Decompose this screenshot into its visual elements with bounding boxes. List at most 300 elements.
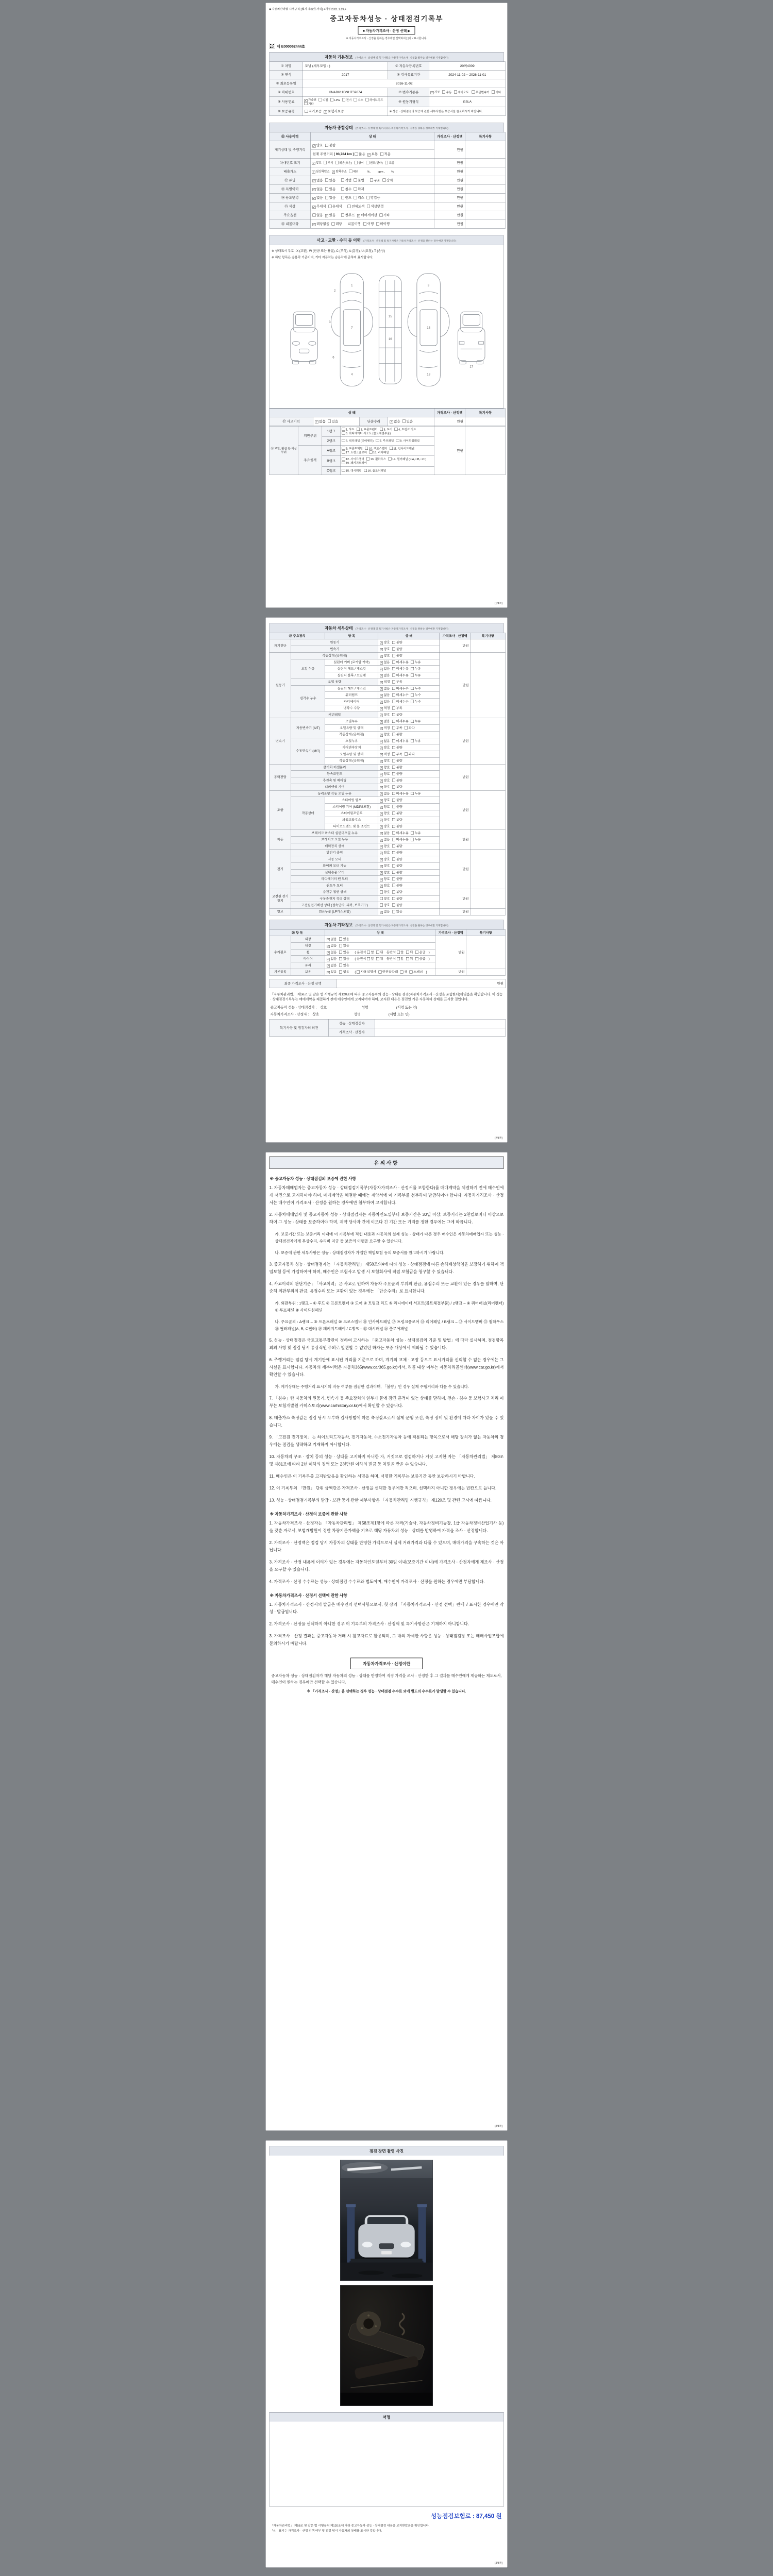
checkbox-checked-icon: ✓ xyxy=(380,825,383,829)
checkbox-icon xyxy=(354,179,357,182)
detail-state-table xyxy=(270,633,506,915)
cell: 동력전달 xyxy=(270,764,291,790)
checkbox-icon xyxy=(397,951,400,954)
cell: ✓ 없음 있음 ( 운전석 앞 뒤 동반석 앞 뒤 응급 ) xyxy=(325,949,435,956)
section-title: 자동차 기타정보 xyxy=(325,923,353,927)
checkbox-option: 미세누유 xyxy=(392,739,409,743)
cell: 차대번호 표기 xyxy=(270,159,311,167)
cell xyxy=(378,895,440,902)
cell xyxy=(378,692,440,699)
checkbox-icon xyxy=(392,648,395,651)
checkbox-option: ✓ 없음 xyxy=(380,686,390,691)
cell xyxy=(378,666,440,672)
checkbox-icon xyxy=(325,188,328,191)
checkbox-icon xyxy=(415,957,418,960)
section-photos-header xyxy=(270,2146,504,2156)
cell: 외장 xyxy=(291,936,325,943)
checkbox-option: ✓ 없음 xyxy=(380,660,390,665)
checkbox-option: 전기 xyxy=(342,98,351,101)
section-accident-history-header xyxy=(270,235,504,245)
cell xyxy=(378,751,440,758)
notice-item: 6. 주행거리는 점검 당시 계기판에 표시된 거리를 기준으로 하며, 계기의 교체 · 고장 등으로 표시거리를 신뢰할 수 없는 경우에는 그 사실을 표시합니다. 자동차의 세부이력은 자동차365(www.car365.go.kr)에서, 리콜 대상 여부는 자동차리콜센터(www.car.go.kr)에서 확인할 수 있습니다. xyxy=(269,1358,504,1377)
cell: ⑨ 원동기형식 xyxy=(388,97,429,107)
notice-item: 10. 자동차의 구조 · 장치 등의 성능 · 상태를 고지하지 아니한 자, 거짓으로 점검하거나 거짓 고지한 자는 「자동차관리법」 제80조 및 제81조에 따라 2년 이하의 징역 또는 2천만원 이하의 벌금 등 처벌을 받을 수 있습니다. xyxy=(269,1454,504,1467)
notice-item: 8. 배출가스 측정값은 점검 당시 무부하 검사방법에 따른 측정값으로서 실제 운행 조건, 측정 장비 및 환경에 따라 차이가 있을 수 있습니다. xyxy=(269,1415,504,1428)
checkbox-checked-icon: ✓ xyxy=(380,819,383,822)
checkbox-icon xyxy=(392,785,395,788)
cell xyxy=(465,167,506,176)
cell: 냉각수 누수 xyxy=(291,685,325,711)
checkbox-checked-icon: ✓ xyxy=(327,958,330,961)
checkbox-icon xyxy=(392,726,395,730)
section-title: 자동차 기본정보 xyxy=(325,55,353,60)
checkbox-icon xyxy=(380,890,383,893)
cell: 원동기 xyxy=(291,639,378,646)
checkbox-option: 불량 xyxy=(392,877,402,881)
section-overall-state-header xyxy=(270,123,504,132)
cell xyxy=(378,908,440,915)
checkbox-checked-icon: ✓ xyxy=(380,720,383,724)
checkbox-option: 해당 xyxy=(332,222,342,226)
cell: 내장 xyxy=(291,942,325,949)
checkbox-icon xyxy=(342,98,345,101)
cell: 수리필요 xyxy=(270,936,291,969)
checkbox-option: 불량 xyxy=(392,884,402,888)
cell xyxy=(311,141,434,150)
checkbox-option: 뒤 xyxy=(376,950,383,954)
cell: ✓ 일산화탄소 ✓ 탄화수소 매연 % , ppm , % xyxy=(311,167,434,176)
vin: KNAB611DNHT59074 xyxy=(303,88,388,97)
cell: ② 자동차등록번호 xyxy=(388,62,429,71)
checkbox-checked-icon: ✓ xyxy=(380,871,383,875)
checkbox-icon xyxy=(392,739,395,742)
cell xyxy=(313,417,360,426)
checkbox-option: 적음 xyxy=(380,152,391,156)
cell: 만원 xyxy=(440,718,470,764)
insurance-fee-value: 87,450 원 xyxy=(476,2513,502,2519)
checkbox-icon xyxy=(392,904,395,907)
checkbox-option: 자가보증 xyxy=(305,109,322,113)
checkbox-option: 1. 후드 xyxy=(342,428,355,431)
checkbox-checked-icon: ✓ xyxy=(327,964,330,968)
cell: 기본품목 xyxy=(270,969,291,975)
checkbox-icon xyxy=(363,222,366,225)
checkbox-checked-icon: ✓ xyxy=(380,799,383,803)
cell: 변속기 xyxy=(270,718,291,764)
checkbox-option: 불량 xyxy=(392,844,402,848)
checkbox-option: 불량 xyxy=(392,654,402,658)
cell: 2랭크 xyxy=(322,436,341,445)
cell: 만원 xyxy=(434,159,465,167)
cell xyxy=(311,211,434,219)
checkbox-option: 있음 xyxy=(339,950,349,954)
checkbox-option: 있음 xyxy=(339,937,349,941)
cell xyxy=(378,659,440,666)
svg-text:13: 13 xyxy=(427,326,431,330)
engine-type: G3LA xyxy=(429,97,506,107)
cell xyxy=(378,856,440,863)
checkbox-option: 누유 xyxy=(411,831,421,835)
checkbox-option: 19. 패키지트레이 xyxy=(342,461,367,465)
checkbox-icon xyxy=(342,439,345,442)
checkbox-option: 미세누유 xyxy=(392,660,409,664)
document-title: 중고자동차성능 · 상태점검기록부 xyxy=(329,15,444,23)
checkbox-icon xyxy=(392,687,395,690)
checkbox-icon xyxy=(313,213,316,216)
checkbox-option: 구조 xyxy=(370,178,380,182)
checkbox-icon xyxy=(392,746,395,749)
checkbox-checked-icon: ✓ xyxy=(380,845,383,849)
checkbox-icon xyxy=(342,457,345,460)
checkbox-option: 디젤 xyxy=(318,98,328,101)
checkbox-icon xyxy=(406,951,409,954)
model-year: 2017 xyxy=(303,71,388,79)
cell: 연료누출 (LP가스포함) xyxy=(291,908,378,915)
checkbox-checked-icon: ✓ xyxy=(380,759,383,763)
checkbox-icon xyxy=(365,447,368,450)
checkbox-option: 앞 xyxy=(397,950,404,954)
checkbox-icon xyxy=(402,420,406,423)
checkbox-icon xyxy=(392,766,395,769)
cell: 파워고압호스 xyxy=(325,817,378,823)
cell: 만원 xyxy=(434,211,465,219)
cell: 타이로드엔드 및 볼 조인트 xyxy=(325,823,378,830)
accident-state-table xyxy=(270,409,506,426)
checkbox-option: 도말 xyxy=(385,161,394,164)
cell: 실린더 블록 / 오일팬 xyxy=(325,672,378,679)
cell xyxy=(378,711,440,718)
cell xyxy=(378,784,440,790)
checkbox-option: 기타 xyxy=(492,90,501,94)
panel-exchange-table xyxy=(270,426,506,475)
svg-text:3: 3 xyxy=(329,320,331,325)
checkbox-option: ✓ 없음 xyxy=(390,419,400,424)
cell xyxy=(311,176,434,185)
cell: 실린더 헤드 / 개스킷 xyxy=(325,666,378,672)
cell: 디퍼렌셜 기어 xyxy=(291,784,378,790)
checkbox-icon xyxy=(389,457,392,460)
cell xyxy=(378,652,440,659)
cell xyxy=(378,744,440,751)
checkbox-checked-icon: ✓ xyxy=(380,641,383,645)
inspection-validity: 2024-11-02 ~ 2026-11-01 xyxy=(429,71,506,79)
checkbox-option: 미이행 xyxy=(376,222,390,226)
checkbox-option: 있음 xyxy=(328,419,338,423)
svg-text:17: 17 xyxy=(469,365,474,369)
cell: 1랭크 xyxy=(322,426,341,436)
cell: 충전구 절연 상태 xyxy=(291,889,378,895)
document-page-4 xyxy=(265,2140,508,2568)
cell xyxy=(375,1019,506,1028)
checkbox-icon xyxy=(392,811,395,815)
checkbox-option: 렌트 xyxy=(341,196,351,200)
cell: 윈도우 모터 xyxy=(291,883,378,889)
checkbox-option: 불량 xyxy=(392,818,402,822)
checkbox-checked-icon: ✓ xyxy=(380,786,383,789)
checkbox-option: 불량 xyxy=(392,640,402,645)
declaration-text: 「자동차관리법」 제58조 및 같은 법 시행규칙 제120조에 따라 중고자동차의 성능 · 상태를 점검(자동차가격조사 · 산정을 포함한다)하였음을 확인합니다. 이 성능 · 상태점검기록부는 매매계약을 체결하기 전에 매수인에게 고지되어야 하며, 고지된 내용은 점검일 기준 자동차의 상태를 표시한 것입니다. xyxy=(270,992,503,1002)
car-damage-diagram xyxy=(270,245,504,409)
cell xyxy=(378,810,440,817)
checkbox-option: 훼손(오손) xyxy=(335,161,352,164)
checkbox-icon xyxy=(392,897,395,900)
checkbox-checked-icon: ✓ xyxy=(313,179,315,183)
checkbox-icon xyxy=(442,90,445,93)
checkbox-icon xyxy=(378,970,381,973)
checkbox-option: ✓ 적정 xyxy=(380,726,390,731)
checkbox-option: ✓ 없음 xyxy=(313,178,323,183)
checkbox-option: 불량 xyxy=(392,733,402,737)
cell: ③ 연식 xyxy=(270,71,303,79)
notice-item: 12. 이 기록부의 「만원」 단위 금액란은 가격조사 · 산정을 선택한 경우에만 적으며, 선택하지 아니한 경우에는 빈칸으로 둡니다. xyxy=(269,1486,497,1491)
cell: 항 목 xyxy=(325,633,378,639)
cell: 만원 xyxy=(440,764,470,790)
checkbox-option: 화재 xyxy=(354,187,364,191)
checkbox-icon xyxy=(376,439,379,442)
checkbox-checked-icon: ✓ xyxy=(380,687,383,691)
checkbox-option: ✓ 일산화탄소 xyxy=(312,170,330,174)
checkbox-checked-icon: ✓ xyxy=(380,779,383,783)
checkbox-option: ✓ 없음 xyxy=(327,950,337,955)
checkbox-checked-icon: ✓ xyxy=(380,792,383,796)
cell xyxy=(341,466,434,475)
notice-item: 1. 자동차가격조사 · 산정서의 발급은 매수인의 선택사항으로서, 첫 장의 「자동차가격조사 · 산정 선택」란에 √ 표시한 경우에만 작성 · 발급됩니다. xyxy=(269,1602,504,1615)
svg-text:2: 2 xyxy=(333,289,336,293)
checkbox-option: 미세누유 xyxy=(392,719,409,723)
checkbox-option: ✓ 양호 xyxy=(380,818,390,822)
checkbox-option: 3. 도어 xyxy=(380,428,392,431)
notice-item: 3. 가격조사 · 산정 내용에 이의가 있는 경우에는 자동차인도일부터 30일 이내(보증기간 이내)에 가격조사 · 산정자에게 재조사 · 산정을 요구할 수 있습니다. xyxy=(269,1560,504,1572)
checkbox-option: 누유 xyxy=(411,673,421,677)
final-amount-value: 만원 xyxy=(337,979,506,988)
cell: C랭크 xyxy=(322,466,341,475)
checkbox-icon xyxy=(348,205,351,208)
checkbox-option: 리스 xyxy=(354,196,364,200)
checkbox-option: 있음 xyxy=(339,963,349,968)
cell: 등속조인트 xyxy=(291,771,378,777)
cell xyxy=(466,969,506,975)
checkbox-option: ✓ 양호 xyxy=(380,824,390,829)
checkbox-option: 불량 xyxy=(392,890,402,894)
checkbox-option: ✓ 양호 xyxy=(380,778,390,783)
cell: 만원 xyxy=(440,850,470,889)
cell: 동력조향 작동 오일 누유 xyxy=(291,790,378,797)
price-survey-definition-text: 중고자동차 성능 · 상태점검자가 해당 자동차의 성능 · 상태를 반영하여 적정 가격을 조사 · 산정한 후 그 결과를 매수인에게 제공하는 제도로서, 매수인이 원하는 경우에만 선택할 수 있습니다. xyxy=(271,1674,502,1685)
cell: 실내송풍 모터 xyxy=(291,869,378,876)
checkbox-option: 있음 xyxy=(392,910,402,914)
checkbox-icon xyxy=(325,179,328,182)
checkbox-option: 기타 xyxy=(305,102,314,106)
checkbox-checked-icon: ✓ xyxy=(327,951,330,955)
checkbox-checked-icon: ✓ xyxy=(324,110,327,114)
footer-note-2: 「√」 표시는 가격조사 · 산정 선택 여부 및 점검 당시 자동차의 상태를 표시한 것입니다. xyxy=(270,2529,382,2533)
checkbox-option: ✓ 양호 xyxy=(313,143,323,148)
overall-state-table xyxy=(270,132,506,229)
cell: 외판부위 xyxy=(298,426,322,445)
checkbox-icon xyxy=(392,700,395,703)
cell: 실린더 커버 (로커암 커버) xyxy=(325,659,378,666)
checkbox-option: 유채색 xyxy=(328,205,342,209)
checkbox-checked-icon: ✓ xyxy=(367,153,371,157)
svg-text:9: 9 xyxy=(427,284,430,288)
checkbox-icon xyxy=(305,110,308,113)
checkbox-option: ✓ 양호 xyxy=(380,851,390,855)
notice-item: 13. 성능 · 상태점검기록부의 발급 · 보관 등에 관한 세부사항은 「자동차관리법 시행규칙」 제120조 및 관련 고시에 따릅니다. xyxy=(269,1498,492,1503)
cell: 상 태 xyxy=(311,132,434,141)
cell xyxy=(470,790,506,830)
svg-text:6: 6 xyxy=(332,355,334,360)
section-note: (가격조사 · 산정액 및 특기사항은 자동차가격조사 · 산정을 원하는 경우에만 기재합니다) xyxy=(355,628,448,631)
checkbox-option: 변조(변타) xyxy=(366,161,382,164)
cell: 브레이크 마스터 실린더오일 누유 xyxy=(291,830,378,837)
checkbox-option: 양호 xyxy=(380,903,390,907)
checkbox-option: 세미오토 xyxy=(454,90,469,94)
checkbox-option: 불량 xyxy=(392,824,402,828)
checkbox-icon xyxy=(339,938,342,941)
svg-text:1: 1 xyxy=(351,284,353,288)
cell: 계기상태 및 주행거리 xyxy=(270,141,311,159)
checkbox-icon xyxy=(392,759,395,762)
checkbox-option: ✓ 탄화수소 xyxy=(332,170,347,174)
checkbox-icon xyxy=(392,844,395,848)
inspection-photo-lift xyxy=(340,2160,433,2281)
checkbox-icon xyxy=(392,832,395,835)
checkbox-checked-icon: ✓ xyxy=(380,654,383,658)
checkbox-icon xyxy=(349,170,352,173)
checkbox-option: ✓ 양호 xyxy=(380,745,390,750)
notice-item: 1. 자동차매매업자는 중고자동차 성능 · 상태점검기록부(자동차가격조사 · 산정서를 포함한다)를 매매계약을 체결하기 전에 매수인에게 서면으로 고지하여야 하며, 매매계약을 체결한 때에는 계약서에 이 기록부를 첨부하여 발급하여야 합니다. 자동차가격조사 · 산정서는 매수인이 가격조사 · 산정을 원하는 경우에만 첨부하여 고지합니다. xyxy=(269,1185,504,1205)
cell xyxy=(341,426,434,436)
checkbox-option: 12. 사이드멤버 xyxy=(342,457,364,461)
checkbox-icon xyxy=(392,890,395,893)
transmission-type xyxy=(429,88,506,97)
vehicle-name: 모닝 (세부모델 : ) xyxy=(303,62,388,71)
checkbox-checked-icon: ✓ xyxy=(380,852,383,855)
checkbox-icon xyxy=(341,213,344,216)
checkbox-option: 5. 라디에이터 서포트 (볼트체결부품) xyxy=(342,431,391,435)
cell: 오일 유량 xyxy=(291,679,378,685)
checkbox-icon xyxy=(392,660,395,664)
section-note: (가격조사 · 산정액 및 특기사항은 자동차가격조사 · 산정을 원하는 경우에만 기재합니다) xyxy=(355,127,448,130)
checkbox-option: 앞 xyxy=(397,957,404,961)
notice-item: 가. 계기상태는 주행거리 표시기의 작동 여부를 점검한 결과이며, 「불량」인 경우 실제 주행거리와 다를 수 있습니다. xyxy=(275,1384,469,1389)
checkbox-option: 침수 xyxy=(341,187,351,191)
checkbox-option: ✓ 없음 xyxy=(380,838,390,842)
cell xyxy=(378,646,440,653)
checkbox-checked-icon: ✓ xyxy=(327,971,330,974)
checkbox-option: 무단변속기 xyxy=(472,90,490,94)
cell: ① 차명 xyxy=(270,62,303,71)
cell: ※ 성능 · 상태점검의 보증에 관한 세부사항은 보증서를 참조하시기 바랍니다. xyxy=(388,107,506,116)
cell xyxy=(378,823,440,830)
cell: 만원 xyxy=(435,936,466,969)
checkbox-icon xyxy=(355,161,358,164)
cell: 만원 xyxy=(434,141,465,159)
cell xyxy=(470,639,506,653)
cell xyxy=(470,889,506,908)
cell: 작동상태 (공회전) xyxy=(291,652,378,659)
checkbox-option: ✓ 무채색 xyxy=(313,204,326,209)
checkbox-checked-icon: ✓ xyxy=(380,747,383,750)
cell xyxy=(325,942,435,949)
etc-info-table xyxy=(270,929,506,976)
checkbox-option: 불량 xyxy=(392,798,402,802)
checkbox-option: 불량 xyxy=(392,851,402,855)
checkbox-option: ✓ 양호 xyxy=(380,805,390,809)
cell xyxy=(466,936,506,969)
basic-info-table xyxy=(270,62,506,116)
notices-section-heading-3: ※ 자동차가격조사 · 산정서 선택에 관한 사항 xyxy=(270,1593,347,1598)
checkbox-icon xyxy=(392,680,395,683)
checkbox-icon xyxy=(411,674,414,677)
section-signature-header xyxy=(270,2412,504,2422)
checkbox-option: 응급 xyxy=(415,950,426,954)
checkbox-option: ✓ 양호 xyxy=(380,877,390,882)
cell: 작동상태 (공회전) xyxy=(325,731,378,738)
checkbox-icon xyxy=(392,772,395,775)
checkbox-icon xyxy=(392,654,395,657)
checkbox-icon xyxy=(454,90,457,93)
cell: 라디에이터 xyxy=(325,699,378,705)
checkbox-checked-icon: ✓ xyxy=(390,420,393,424)
checkbox-option: 미세누유 xyxy=(392,831,409,835)
svg-text:18: 18 xyxy=(427,372,431,377)
checkbox-icon xyxy=(390,447,393,450)
cell: 만원 xyxy=(434,185,465,194)
section-note: (가격조사 · 산정액 및 특기사항은 자동차가격조사 · 산정을 원하는 경우에만 기재합니다) xyxy=(363,240,457,243)
checkbox-checked-icon: ✓ xyxy=(380,773,383,776)
checkbox-option: ✓ 양호 xyxy=(380,654,390,658)
checkbox-option: 양호 xyxy=(380,890,390,894)
checkbox-checked-icon: ✓ xyxy=(380,910,383,914)
cell xyxy=(378,883,440,889)
checkbox-icon xyxy=(400,970,404,973)
cell xyxy=(341,436,434,445)
checkbox-icon xyxy=(367,205,370,208)
checkbox-checked-icon: ✓ xyxy=(313,188,315,192)
notice-item: 3. 중고자동차 성능 · 상태점검자는 「자동차관리법」 제58조의4에 따라 성능 · 상태점검에 따른 손해배상책임을 보장하기 위하여 책임보험 등에 가입하여야 하며, 매수인은 보험사고 발생 시 보험회사에 직접 보험금을 청구할 수 있습니다. xyxy=(269,1262,504,1274)
cell xyxy=(465,176,506,185)
cell: 상 태 xyxy=(378,633,440,639)
checkbox-option: ✓ 없음 xyxy=(380,667,390,671)
checkbox-option: ✓ 양호 xyxy=(380,640,390,645)
checkbox-option: 적법 xyxy=(341,178,351,182)
checkbox-option: 미세누유 xyxy=(392,791,409,795)
checkbox-icon xyxy=(376,951,379,954)
checkbox-option: 앞 xyxy=(367,957,374,961)
cell: 고전원전기배선 상태 (접속단자, 피복, 보호기구) xyxy=(291,902,378,909)
checkbox-option: 있음 xyxy=(339,957,349,961)
checkbox-icon xyxy=(339,957,342,960)
document-page-3 xyxy=(265,1152,508,2131)
checkbox-option: ✓ 가솔린 xyxy=(305,98,316,102)
notice-item: 가. 보증기간 또는 보증거리 이내에 이 기록부에 적힌 내용과 자동차의 실제 성능 · 상태가 다른 경우 매수인은 자동차매매업자 또는 성능 · 상태점검자에게 무상수리, 수리비 지급 등 보증의 이행을 요구할 수 있습니다. xyxy=(275,1232,504,1244)
cell: 만원 xyxy=(440,790,470,830)
checkbox-icon xyxy=(410,970,413,973)
checkbox-option: 많음 xyxy=(355,152,365,156)
checkbox-icon xyxy=(392,864,395,867)
checkbox-checked-icon: ✓ xyxy=(380,740,383,743)
cell xyxy=(465,193,506,202)
cell: 스티어링조인트 xyxy=(325,810,378,817)
cell: 만원 xyxy=(440,652,470,718)
cell xyxy=(470,652,506,718)
cell xyxy=(465,219,506,228)
checkbox-icon xyxy=(392,641,395,644)
checkbox-option: ✓ 양호 xyxy=(380,759,390,763)
checkbox-checked-icon: ✓ xyxy=(380,674,383,678)
checkbox-checked-icon: ✓ xyxy=(380,878,383,882)
